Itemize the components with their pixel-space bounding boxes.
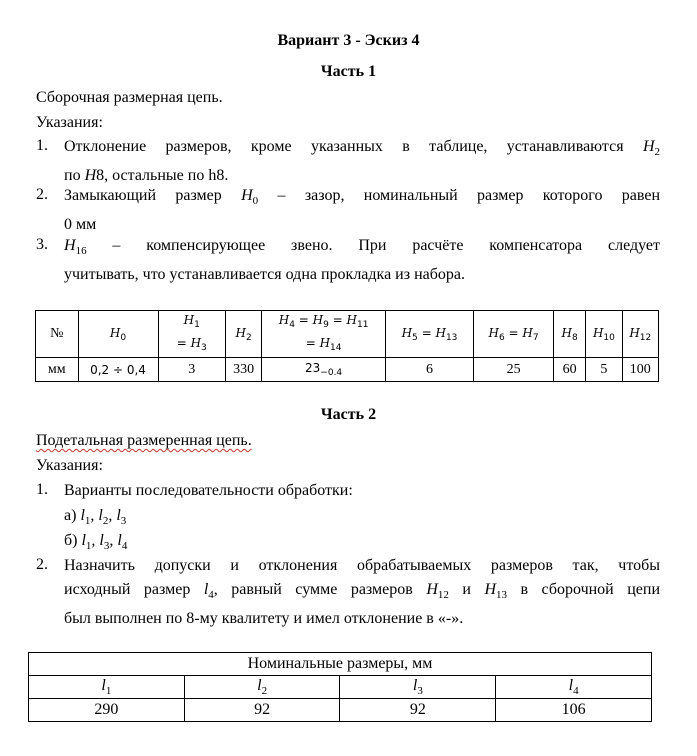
table-cell: 290 — [29, 699, 185, 722]
part1-item1-number: 1. — [36, 137, 48, 154]
part2-item2-text-d: в сборочной цепи — [520, 581, 661, 598]
part1-heading: Часть 1 — [320, 63, 377, 80]
table-header-cell: $l_3$ — [340, 676, 496, 699]
table-cell: 3 — [158, 358, 225, 382]
assembly-chain-table — [35, 310, 659, 382]
part2-heading: Часть 2 — [320, 406, 377, 423]
part1-item1-text-c: 8, остальные по h8. — [96, 167, 229, 184]
table-cell: мм — [36, 358, 79, 382]
table-cell: 25 — [474, 358, 554, 382]
part2-item2-number: 2. — [36, 556, 48, 573]
table-cell: 0,2 ÷ 0,4 — [78, 358, 158, 382]
table-header-cell: $H_6 = H_7$ — [474, 311, 554, 358]
table-caption-row — [29, 653, 652, 676]
part2-item2-line3: был выполнен по 8-му квалитету и имел отклонение в «-». — [64, 610, 464, 627]
variant-b-label: б) — [64, 532, 78, 549]
part1-instructions-label: Указания: — [36, 114, 103, 131]
part1-item2-number: 2. — [36, 186, 48, 203]
table-header-row — [29, 676, 652, 699]
table-row — [36, 358, 659, 382]
part2-subtitle-text: Подетальная размеренная цепь. — [36, 432, 252, 449]
table-header-cell: $l_2$ — [184, 676, 340, 699]
part2-item2-text-a: исходный размер — [64, 581, 191, 598]
table-header-cell: $H_1$ = $H_3$ — [158, 311, 225, 358]
part1-item1 — [64, 135, 660, 188]
part2-instructions-label: Указания: — [36, 457, 103, 474]
sequence-variant-b: б) $l_1$, $l_3$, $l_4$ — [64, 532, 128, 552]
nominal-sizes-table — [28, 652, 652, 722]
var-h: H — [642, 138, 655, 155]
part1-item2-text-b: – зазор, номинальный размер которого равен — [277, 187, 661, 204]
table-header-cell: $H_4 = H_9 = H_{11}$ = $H_{14}$ — [262, 311, 386, 358]
part1-item3-text-b: учитывать, что устанавливается одна прокладка из набора. — [64, 266, 465, 283]
part1-item3 — [64, 234, 660, 287]
part2-item1-text: Варианты последовательности обработки: — [64, 482, 353, 499]
table-cell: 100 — [622, 358, 658, 382]
var-sub: 0 — [252, 195, 259, 207]
part1-subtitle: Сборочная размерная цепь. — [36, 89, 223, 106]
var-h: H — [64, 237, 76, 254]
table-header-cell: $H_{12}$ — [622, 311, 658, 358]
document-title: Вариант 3 - Эскиз 4 — [277, 32, 420, 49]
table-header-row — [36, 311, 659, 358]
part2-item2: Назначить допуски и отклонения обрабатываемых размеров так, чтобы исходный размер $l_4$, равный сумме размеров $H_{12}$ и $H_{13}$ в сборочной цепи был выполнен по 8-му квалитету и имел отклонение в «-». — [64, 554, 660, 631]
table-header-cell: $H_5 = H_{13}$ — [385, 311, 473, 358]
table-header-cell: $H_2$ — [225, 311, 261, 358]
table-header-cell: $l_4$ — [496, 676, 652, 699]
table-header-cell: № — [36, 311, 79, 358]
part2-subtitle — [36, 431, 252, 451]
variant-a-label: а) — [64, 507, 77, 524]
var-h: H — [241, 187, 253, 204]
table-cell: 330 — [225, 358, 261, 382]
var-h: H — [84, 167, 97, 184]
table-cell: 60 — [554, 358, 586, 382]
part2-item2-text-c: и — [462, 581, 471, 598]
var-sub: 16 — [75, 245, 87, 257]
h4-deviation: −0.4 — [320, 368, 343, 378]
part2-item2-line1: Назначить допуски и отклонения обрабатываемых размеров так, чтобы — [64, 557, 660, 574]
h4-nominal: 23 — [305, 361, 321, 375]
table-header-cell: $H_0$ — [78, 311, 158, 358]
table-cell: 6 — [385, 358, 473, 382]
part1-item2-text-c: 0 мм — [64, 216, 97, 233]
part1-item2-text-a: Замыкающий размер — [64, 187, 222, 204]
part1-item1-text-a: Отклонение размеров, кроме указанных в таблице, устанавливаются — [64, 138, 624, 155]
part1-item3-text-a: – компенсирующее звено. При расчёте компенсатора следует — [112, 237, 661, 254]
part2-item1-number: 1. — [36, 481, 48, 498]
table-cell — [262, 358, 386, 382]
table-header-cell: $l_1$ — [29, 676, 185, 699]
part1-item1-text-b: по — [64, 167, 81, 184]
part1-item2 — [64, 184, 660, 237]
table-cell: 106 — [496, 699, 652, 722]
table-cell: 5 — [586, 358, 622, 382]
table-cell: 92 — [184, 699, 340, 722]
table-header-cell: $H_{10}$ — [586, 311, 622, 358]
table-caption: Номинальные размеры, мм — [29, 653, 652, 676]
sequence-variant-a: а) $l_1$, $l_2$, $l_3$ — [64, 507, 127, 527]
table-cell: 92 — [340, 699, 496, 722]
part1-item3-number: 3. — [36, 236, 48, 253]
table-header-cell: $H_8$ — [554, 311, 586, 358]
part2-item2-text-b: , равный сумме размеров — [213, 581, 413, 598]
table-row — [29, 699, 652, 722]
var-sub: 2 — [654, 146, 661, 158]
